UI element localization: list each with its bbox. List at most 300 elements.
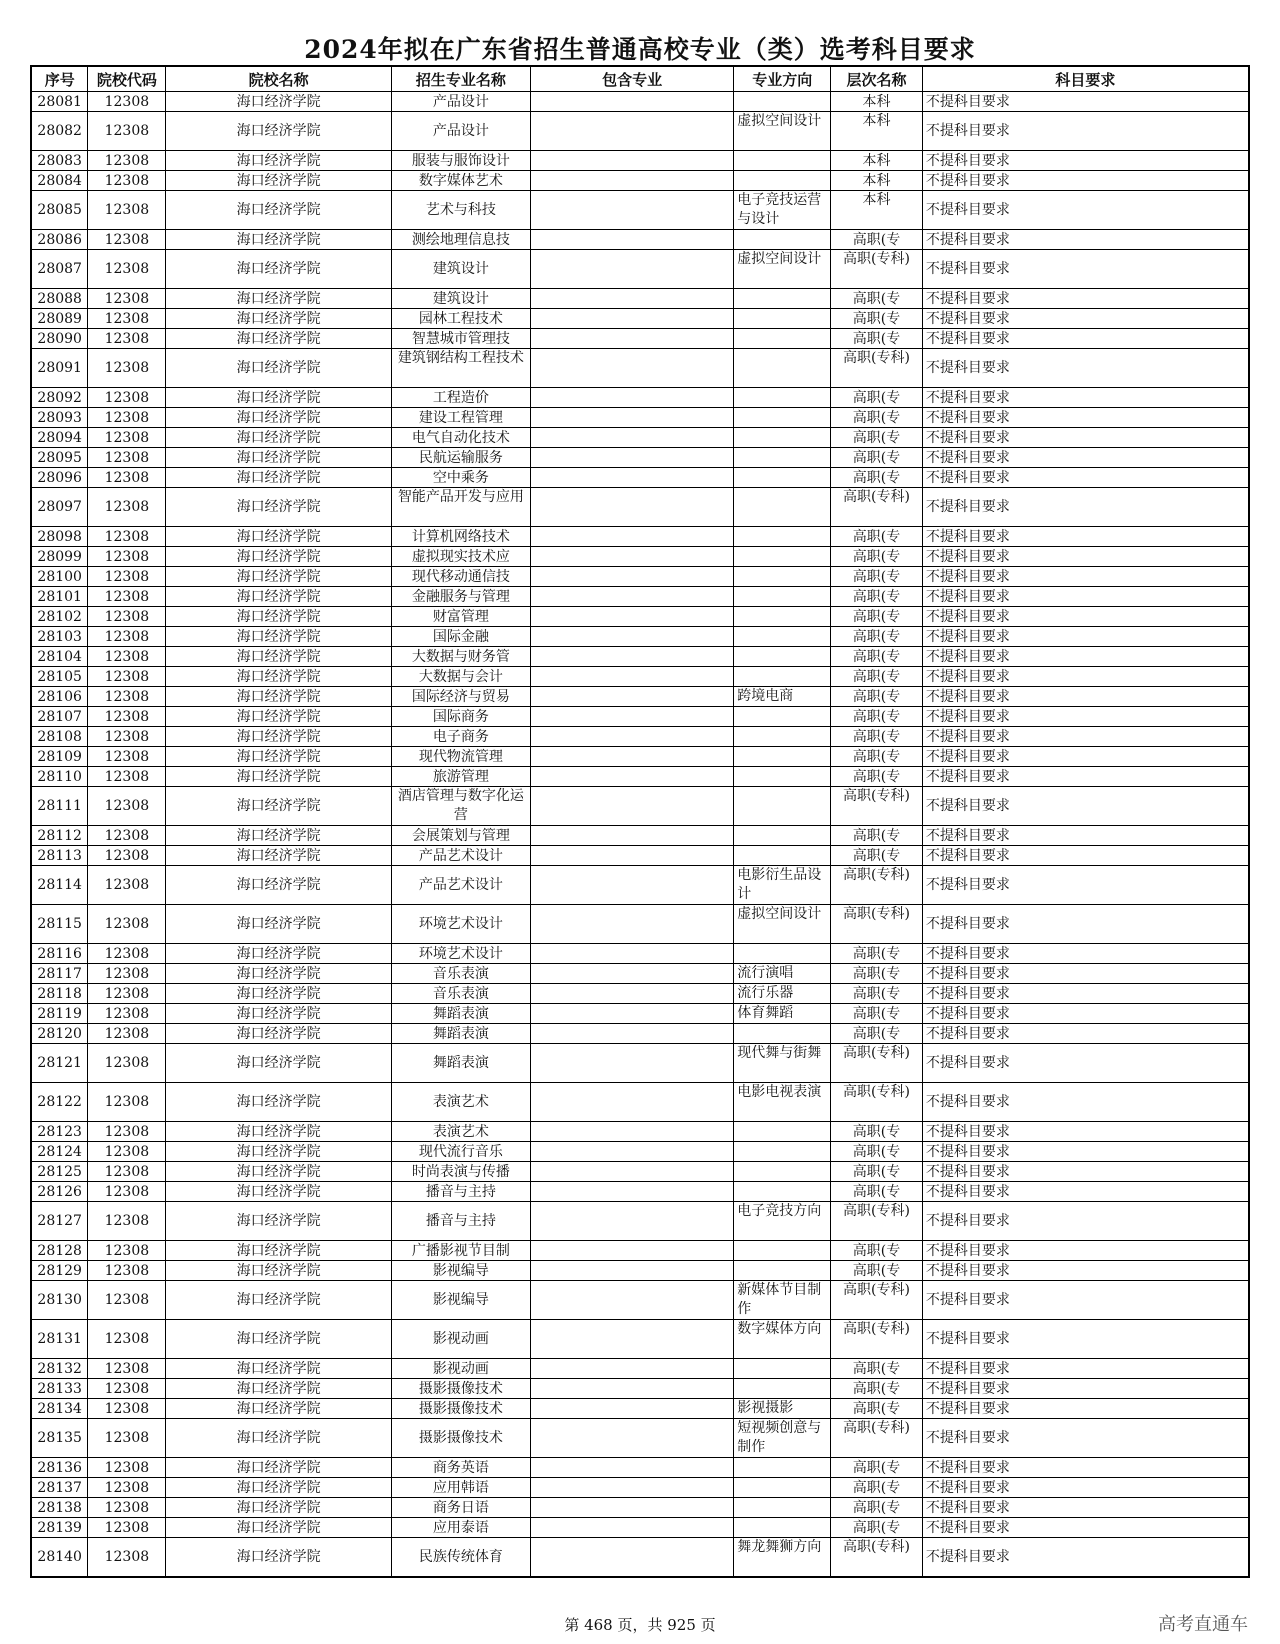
school-code-cell: 12308 <box>88 388 166 408</box>
included-majors-cell <box>530 230 733 250</box>
serial-cell: 28092 <box>31 388 88 408</box>
major-name-cell: 财富管理 <box>391 607 530 627</box>
serial-cell: 28140 <box>31 1538 88 1578</box>
major-name-cell: 民航运输服务 <box>391 448 530 468</box>
serial-cell: 28118 <box>31 984 88 1004</box>
school-name-cell: 海口经济学院 <box>166 309 391 329</box>
serial-cell: 28120 <box>31 1024 88 1044</box>
subject-requirement-cell: 不提科目要求 <box>922 151 1249 171</box>
level-cell: 高职(专 <box>831 627 923 647</box>
subject-requirement-cell: 不提科目要求 <box>922 1024 1249 1044</box>
school-name-cell: 海口经济学院 <box>166 1379 391 1399</box>
subject-requirement-cell: 不提科目要求 <box>922 687 1249 707</box>
subject-requirement-cell: 不提科目要求 <box>922 428 1249 448</box>
table-row <box>31 1004 1249 1024</box>
major-direction-cell <box>734 747 831 767</box>
serial-cell: 28134 <box>31 1399 88 1419</box>
major-name-cell: 舞蹈表演 <box>391 1004 530 1024</box>
level-cell: 高职(专 <box>831 747 923 767</box>
level-cell: 高职(专 <box>831 1004 923 1024</box>
serial-cell: 28084 <box>31 171 88 191</box>
serial-cell: 28124 <box>31 1142 88 1162</box>
included-majors-cell <box>530 171 733 191</box>
major-name-cell: 大数据与财务管 <box>391 647 530 667</box>
table-row <box>31 1379 1249 1399</box>
school-name-cell: 海口经济学院 <box>166 408 391 428</box>
included-majors-cell <box>530 1478 733 1498</box>
major-name-cell: 产品艺术设计 <box>391 866 530 905</box>
major-name-cell: 摄影摄像技术 <box>391 1399 530 1419</box>
table-row <box>31 191 1249 230</box>
school-code-cell: 12308 <box>88 250 166 289</box>
subject-requirement-cell: 不提科目要求 <box>922 905 1249 944</box>
serial-cell: 28106 <box>31 687 88 707</box>
school-code-cell: 12308 <box>88 1004 166 1024</box>
major-direction-cell <box>734 527 831 547</box>
level-cell: 高职(专科) <box>831 787 923 826</box>
header-major-name: 招生专业名称 <box>391 66 530 92</box>
major-direction-cell <box>734 587 831 607</box>
table-row <box>31 846 1249 866</box>
school-code-cell: 12308 <box>88 1162 166 1182</box>
level-cell: 本科 <box>831 151 923 171</box>
included-majors-cell <box>530 1458 733 1478</box>
school-code-cell: 12308 <box>88 1359 166 1379</box>
school-code-cell: 12308 <box>88 747 166 767</box>
table-row <box>31 1538 1249 1578</box>
serial-cell: 28132 <box>31 1359 88 1379</box>
school-code-cell: 12308 <box>88 627 166 647</box>
table-row <box>31 1281 1249 1320</box>
school-code-cell: 12308 <box>88 1182 166 1202</box>
major-direction-cell <box>734 607 831 627</box>
subject-requirement-cell: 不提科目要求 <box>922 1478 1249 1498</box>
major-direction-cell: 现代舞与街舞 <box>734 1044 831 1083</box>
included-majors-cell <box>530 1142 733 1162</box>
serial-cell: 28096 <box>31 468 88 488</box>
major-name-cell: 舞蹈表演 <box>391 1044 530 1083</box>
level-cell: 高职(专 <box>831 667 923 687</box>
table-row <box>31 1122 1249 1142</box>
subject-requirement-cell: 不提科目要求 <box>922 627 1249 647</box>
subject-requirement-cell: 不提科目要求 <box>922 1379 1249 1399</box>
included-majors-cell <box>530 191 733 230</box>
major-name-cell: 现代移动通信技 <box>391 567 530 587</box>
level-cell: 高职(专科) <box>831 1419 923 1458</box>
subject-requirement-cell: 不提科目要求 <box>922 944 1249 964</box>
major-name-cell: 虚拟现实技术应 <box>391 547 530 567</box>
school-code-cell: 12308 <box>88 607 166 627</box>
table-row <box>31 1320 1249 1359</box>
major-direction-cell <box>734 289 831 309</box>
major-name-cell: 表演艺术 <box>391 1083 530 1122</box>
school-code-cell: 12308 <box>88 92 166 112</box>
level-cell: 高职(专 <box>831 826 923 846</box>
serial-cell: 28098 <box>31 527 88 547</box>
level-cell: 高职(专 <box>831 527 923 547</box>
included-majors-cell <box>530 1281 733 1320</box>
included-majors-cell <box>530 250 733 289</box>
major-name-cell: 现代物流管理 <box>391 747 530 767</box>
school-code-cell: 12308 <box>88 1202 166 1241</box>
level-cell: 高职(专 <box>831 289 923 309</box>
school-name-cell: 海口经济学院 <box>166 230 391 250</box>
subject-requirement-cell: 不提科目要求 <box>922 1518 1249 1538</box>
school-name-cell: 海口经济学院 <box>166 707 391 727</box>
school-code-cell: 12308 <box>88 905 166 944</box>
level-cell: 高职(专 <box>831 1261 923 1281</box>
major-direction-cell <box>734 151 831 171</box>
brand-watermark: 高考直通车 <box>1158 1614 1248 1635</box>
subject-requirement-cell: 不提科目要求 <box>922 1241 1249 1261</box>
school-name-cell: 海口经济学院 <box>166 1538 391 1578</box>
table-row <box>31 1162 1249 1182</box>
included-majors-cell <box>530 448 733 468</box>
school-name-cell: 海口经济学院 <box>166 1359 391 1379</box>
major-name-cell: 摄影摄像技术 <box>391 1419 530 1458</box>
school-code-cell: 12308 <box>88 1281 166 1320</box>
school-code-cell: 12308 <box>88 1399 166 1419</box>
table-row <box>31 1142 1249 1162</box>
table-row <box>31 944 1249 964</box>
subject-requirement-cell: 不提科目要求 <box>922 289 1249 309</box>
included-majors-cell <box>530 1083 733 1122</box>
major-name-cell: 民族传统体育 <box>391 1538 530 1578</box>
major-name-cell: 产品设计 <box>391 92 530 112</box>
serial-cell: 28105 <box>31 667 88 687</box>
serial-cell: 28125 <box>31 1162 88 1182</box>
serial-cell: 28128 <box>31 1241 88 1261</box>
serial-cell: 28091 <box>31 349 88 388</box>
serial-cell: 28136 <box>31 1458 88 1478</box>
major-direction-cell: 影视摄影 <box>734 1399 831 1419</box>
school-code-cell: 12308 <box>88 1024 166 1044</box>
subject-requirement-cell: 不提科目要求 <box>922 866 1249 905</box>
included-majors-cell <box>530 607 733 627</box>
school-code-cell: 12308 <box>88 984 166 1004</box>
school-code-cell: 12308 <box>88 1083 166 1122</box>
school-name-cell: 海口经济学院 <box>166 905 391 944</box>
subject-requirement-cell: 不提科目要求 <box>922 1281 1249 1320</box>
major-direction-cell <box>734 1122 831 1142</box>
school-code-cell: 12308 <box>88 1122 166 1142</box>
serial-cell: 28101 <box>31 587 88 607</box>
serial-cell: 28095 <box>31 448 88 468</box>
major-direction-cell: 体育舞蹈 <box>734 1004 831 1024</box>
level-cell: 高职(专 <box>831 1399 923 1419</box>
table-row <box>31 964 1249 984</box>
level-cell: 高职(专科) <box>831 349 923 388</box>
major-direction-cell <box>734 488 831 527</box>
school-code-cell: 12308 <box>88 1379 166 1399</box>
level-cell: 高职(专 <box>831 607 923 627</box>
major-direction-cell: 虚拟空间设计 <box>734 905 831 944</box>
school-name-cell: 海口经济学院 <box>166 92 391 112</box>
major-direction-cell <box>734 647 831 667</box>
included-majors-cell <box>530 468 733 488</box>
level-cell: 高职(专 <box>831 547 923 567</box>
subject-requirement-cell: 不提科目要求 <box>922 567 1249 587</box>
table-row <box>31 707 1249 727</box>
included-majors-cell <box>530 1419 733 1458</box>
serial-cell: 28130 <box>31 1281 88 1320</box>
level-cell: 高职(专科) <box>831 488 923 527</box>
level-cell: 高职(专 <box>831 984 923 1004</box>
subject-requirement-cell: 不提科目要求 <box>922 1202 1249 1241</box>
table-row <box>31 428 1249 448</box>
subject-requirement-cell: 不提科目要求 <box>922 747 1249 767</box>
school-code-cell: 12308 <box>88 151 166 171</box>
school-code-cell: 12308 <box>88 468 166 488</box>
major-direction-cell <box>734 1458 831 1478</box>
major-name-cell: 测绘地理信息技 <box>391 230 530 250</box>
table-row <box>31 250 1249 289</box>
major-name-cell: 金融服务与管理 <box>391 587 530 607</box>
subject-requirement-cell: 不提科目要求 <box>922 309 1249 329</box>
school-name-cell: 海口经济学院 <box>166 1399 391 1419</box>
serial-cell: 28103 <box>31 627 88 647</box>
level-cell: 高职(专科) <box>831 1320 923 1359</box>
included-majors-cell <box>530 1241 733 1261</box>
major-name-cell: 影视编导 <box>391 1261 530 1281</box>
serial-cell: 28110 <box>31 767 88 787</box>
table-row <box>31 687 1249 707</box>
included-majors-cell <box>530 1004 733 1024</box>
serial-cell: 28090 <box>31 329 88 349</box>
table-row <box>31 349 1249 388</box>
subject-requirement-cell: 不提科目要求 <box>922 448 1249 468</box>
school-name-cell: 海口经济学院 <box>166 171 391 191</box>
included-majors-cell <box>530 587 733 607</box>
included-majors-cell <box>530 826 733 846</box>
school-code-cell: 12308 <box>88 230 166 250</box>
subject-requirement-cell: 不提科目要求 <box>922 408 1249 428</box>
school-code-cell: 12308 <box>88 767 166 787</box>
major-direction-cell: 电子竞技运营与设计 <box>734 191 831 230</box>
serial-cell: 28139 <box>31 1518 88 1538</box>
school-name-cell: 海口经济学院 <box>166 627 391 647</box>
serial-cell: 28122 <box>31 1083 88 1122</box>
subject-requirement-cell: 不提科目要求 <box>922 527 1249 547</box>
included-majors-cell <box>530 964 733 984</box>
school-name-cell: 海口经济学院 <box>166 1518 391 1538</box>
subject-requirement-cell: 不提科目要求 <box>922 1044 1249 1083</box>
table-row <box>31 984 1249 1004</box>
major-direction-cell <box>734 1024 831 1044</box>
level-cell: 本科 <box>831 92 923 112</box>
school-code-cell: 12308 <box>88 787 166 826</box>
school-name-cell: 海口经济学院 <box>166 1320 391 1359</box>
subject-requirement-cell: 不提科目要求 <box>922 1142 1249 1162</box>
school-name-cell: 海口经济学院 <box>166 191 391 230</box>
major-name-cell: 舞蹈表演 <box>391 1024 530 1044</box>
major-direction-cell <box>734 846 831 866</box>
table-row <box>31 747 1249 767</box>
school-code-cell: 12308 <box>88 964 166 984</box>
subject-requirement-cell: 不提科目要求 <box>922 1498 1249 1518</box>
table-row <box>31 408 1249 428</box>
school-name-cell: 海口经济学院 <box>166 151 391 171</box>
table-row <box>31 547 1249 567</box>
major-name-cell: 表演艺术 <box>391 1122 530 1142</box>
school-code-cell: 12308 <box>88 687 166 707</box>
table-body <box>31 92 1249 1578</box>
included-majors-cell <box>530 627 733 647</box>
major-direction-cell <box>734 92 831 112</box>
school-name-cell: 海口经济学院 <box>166 846 391 866</box>
school-code-cell: 12308 <box>88 289 166 309</box>
subject-requirement-cell: 不提科目要求 <box>922 329 1249 349</box>
school-name-cell: 海口经济学院 <box>166 1122 391 1142</box>
school-code-cell: 12308 <box>88 1419 166 1458</box>
serial-cell: 28127 <box>31 1202 88 1241</box>
table-row <box>31 866 1249 905</box>
table-row <box>31 488 1249 527</box>
serial-cell: 28111 <box>31 787 88 826</box>
level-cell: 高职(专 <box>831 408 923 428</box>
included-majors-cell <box>530 767 733 787</box>
major-direction-cell <box>734 468 831 488</box>
major-name-cell: 智能产品开发与应用 <box>391 488 530 527</box>
serial-cell: 28131 <box>31 1320 88 1359</box>
included-majors-cell <box>530 1044 733 1083</box>
level-cell: 高职(专 <box>831 1498 923 1518</box>
major-name-cell: 建筑钢结构工程技术 <box>391 349 530 388</box>
serial-cell: 28099 <box>31 547 88 567</box>
major-direction-cell <box>734 428 831 448</box>
serial-cell: 28102 <box>31 607 88 627</box>
table-row <box>31 567 1249 587</box>
school-name-cell: 海口经济学院 <box>166 388 391 408</box>
school-code-cell: 12308 <box>88 1478 166 1498</box>
level-cell: 高职(专 <box>831 846 923 866</box>
major-name-cell: 计算机网络技术 <box>391 527 530 547</box>
included-majors-cell <box>530 687 733 707</box>
table-row <box>31 1241 1249 1261</box>
serial-cell: 28108 <box>31 727 88 747</box>
major-name-cell: 商务英语 <box>391 1458 530 1478</box>
serial-cell: 28093 <box>31 408 88 428</box>
school-name-cell: 海口经济学院 <box>166 787 391 826</box>
included-majors-cell <box>530 547 733 567</box>
school-code-cell: 12308 <box>88 1498 166 1518</box>
school-code-cell: 12308 <box>88 349 166 388</box>
level-cell: 高职(专 <box>831 1142 923 1162</box>
subject-requirement-cell: 不提科目要求 <box>922 667 1249 687</box>
school-code-cell: 12308 <box>88 1142 166 1162</box>
included-majors-cell <box>530 1518 733 1538</box>
major-direction-cell: 流行乐器 <box>734 984 831 1004</box>
major-name-cell: 建设工程管理 <box>391 408 530 428</box>
level-cell: 高职(专科) <box>831 905 923 944</box>
major-direction-cell <box>734 448 831 468</box>
subject-requirement-cell: 不提科目要求 <box>922 727 1249 747</box>
serial-cell: 28113 <box>31 846 88 866</box>
serial-cell: 28109 <box>31 747 88 767</box>
major-name-cell: 时尚表演与传播 <box>391 1162 530 1182</box>
serial-cell: 28135 <box>31 1419 88 1458</box>
major-name-cell: 应用韩语 <box>391 1478 530 1498</box>
major-direction-cell <box>734 1142 831 1162</box>
level-cell: 高职(专科) <box>831 1281 923 1320</box>
serial-cell: 28082 <box>31 112 88 151</box>
serial-cell: 28114 <box>31 866 88 905</box>
included-majors-cell <box>530 846 733 866</box>
level-cell: 高职(专 <box>831 1359 923 1379</box>
school-name-cell: 海口经济学院 <box>166 747 391 767</box>
serial-cell: 28121 <box>31 1044 88 1083</box>
serial-cell: 28089 <box>31 309 88 329</box>
subject-requirement-cell: 不提科目要求 <box>922 1399 1249 1419</box>
subject-requirement-cell: 不提科目要求 <box>922 984 1249 1004</box>
school-name-cell: 海口经济学院 <box>166 607 391 627</box>
major-name-cell: 播音与主持 <box>391 1182 530 1202</box>
major-direction-cell: 虚拟空间设计 <box>734 250 831 289</box>
major-direction-cell <box>734 309 831 329</box>
header-level: 层次名称 <box>831 66 923 92</box>
major-name-cell: 现代流行音乐 <box>391 1142 530 1162</box>
level-cell: 高职(专 <box>831 687 923 707</box>
included-majors-cell <box>530 329 733 349</box>
level-cell: 高职(专 <box>831 1379 923 1399</box>
major-direction-cell <box>734 1498 831 1518</box>
major-name-cell: 国际金融 <box>391 627 530 647</box>
major-direction-cell: 数字媒体方向 <box>734 1320 831 1359</box>
serial-cell: 28094 <box>31 428 88 448</box>
included-majors-cell <box>530 1122 733 1142</box>
school-code-cell: 12308 <box>88 527 166 547</box>
major-direction-cell <box>734 388 831 408</box>
school-name-cell: 海口经济学院 <box>166 1478 391 1498</box>
subject-requirement-cell: 不提科目要求 <box>922 1261 1249 1281</box>
school-name-cell: 海口经济学院 <box>166 329 391 349</box>
serial-cell: 28104 <box>31 647 88 667</box>
major-name-cell: 产品设计 <box>391 112 530 151</box>
level-cell: 高职(专 <box>831 964 923 984</box>
table-row <box>31 171 1249 191</box>
table-row <box>31 767 1249 787</box>
level-cell: 高职(专科) <box>831 1202 923 1241</box>
subject-requirement-cell: 不提科目要求 <box>922 547 1249 567</box>
level-cell: 高职(专 <box>831 1182 923 1202</box>
major-name-cell: 影视编导 <box>391 1281 530 1320</box>
subject-requirement-cell: 不提科目要求 <box>922 92 1249 112</box>
included-majors-cell <box>530 488 733 527</box>
table-row <box>31 627 1249 647</box>
major-direction-cell <box>734 329 831 349</box>
level-cell: 高职(专 <box>831 767 923 787</box>
school-name-cell: 海口经济学院 <box>166 289 391 309</box>
major-direction-cell <box>734 408 831 428</box>
header-school-code: 院校代码 <box>88 66 166 92</box>
table-row <box>31 1261 1249 1281</box>
serial-cell: 28107 <box>31 707 88 727</box>
level-cell: 高职(专 <box>831 1241 923 1261</box>
header-school-name: 院校名称 <box>166 66 391 92</box>
table-row <box>31 1202 1249 1241</box>
major-name-cell: 园林工程技术 <box>391 309 530 329</box>
school-name-cell: 海口经济学院 <box>166 1202 391 1241</box>
included-majors-cell <box>530 1202 733 1241</box>
major-direction-cell <box>734 1379 831 1399</box>
subject-requirement-cell: 不提科目要求 <box>922 1320 1249 1359</box>
table-row <box>31 309 1249 329</box>
table-row <box>31 1458 1249 1478</box>
level-cell: 高职(专 <box>831 587 923 607</box>
school-name-cell: 海口经济学院 <box>166 647 391 667</box>
major-direction-cell <box>734 1241 831 1261</box>
major-direction-cell <box>734 1182 831 1202</box>
